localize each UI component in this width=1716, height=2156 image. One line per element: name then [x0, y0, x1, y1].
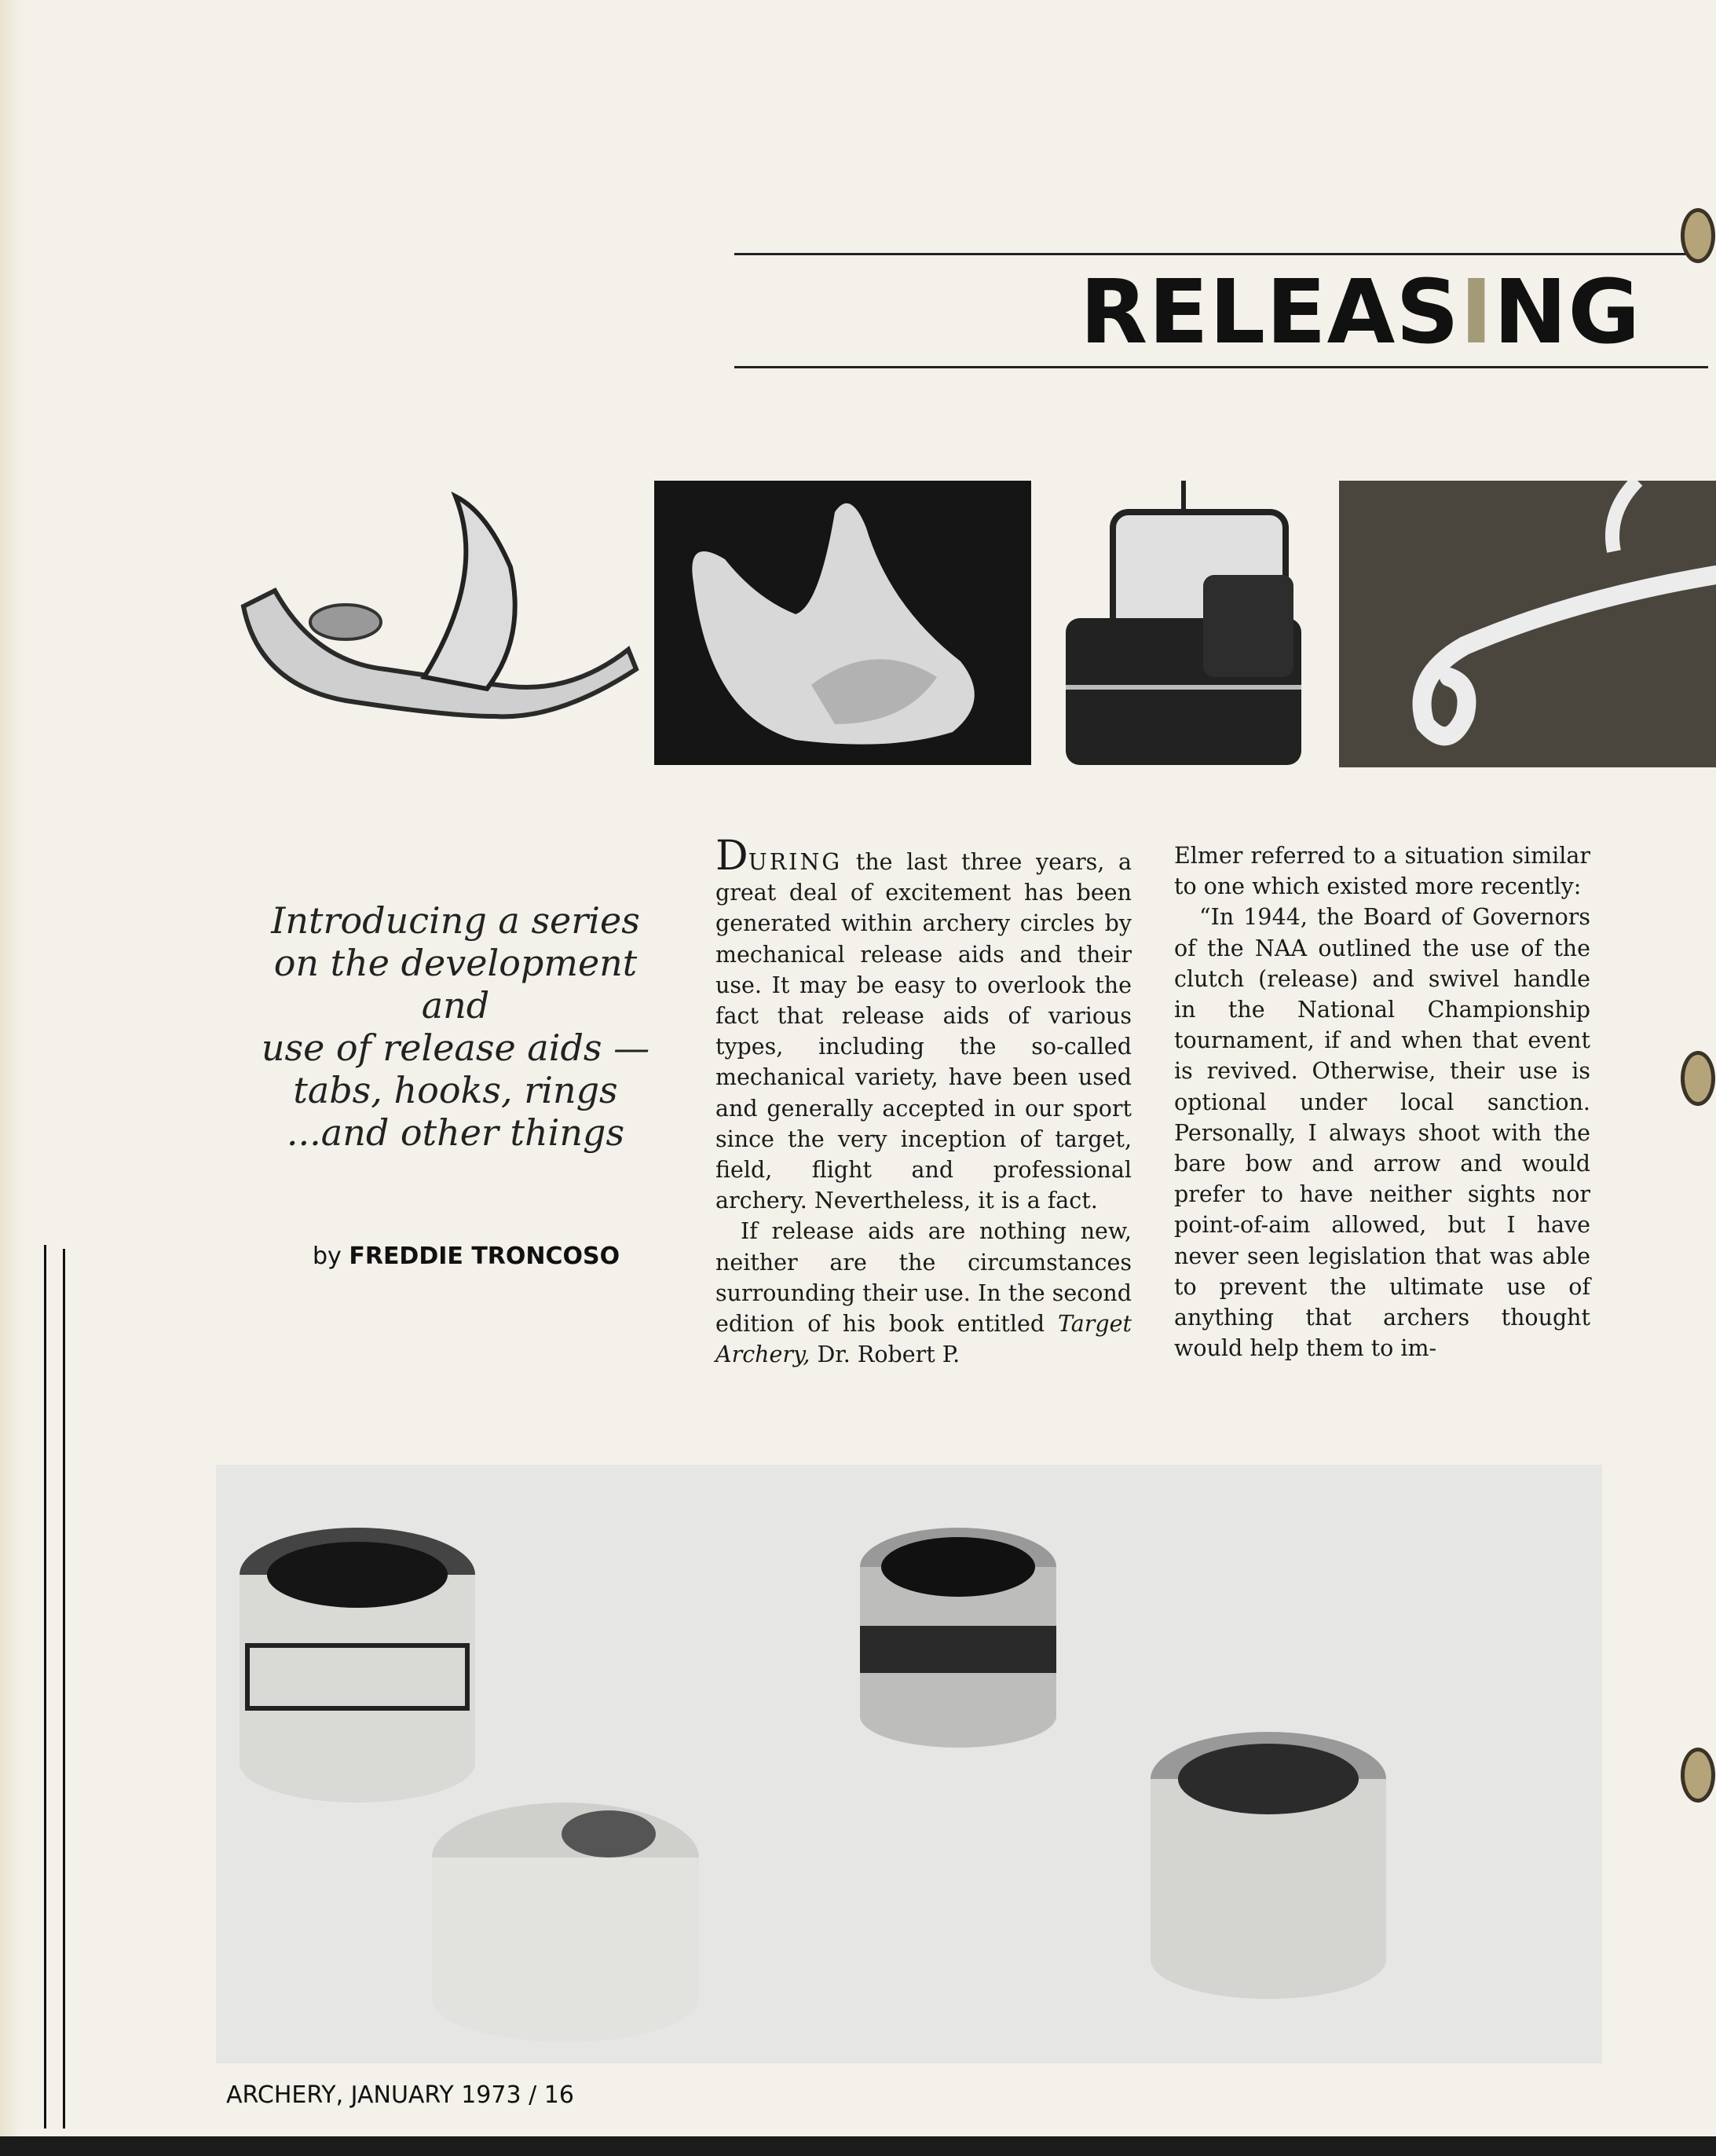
intro-line: ...and other things [286, 1111, 625, 1154]
page-edge-shadow [0, 0, 22, 2156]
intro-line: Introducing a series [271, 899, 640, 942]
article-paragraph [715, 1216, 1132, 1370]
book-title: Target Archery, [715, 1311, 1132, 1368]
byline-author: FREDDIE TRONCOSO [349, 1243, 620, 1270]
page-footer: ARCHERY, JANUARY 1973 / 16 [226, 2081, 574, 2109]
paragraph-text: the last three years, a great deal of excitement has been generated within archery circles by mechanical release aids and their use. It may be easy to overlook the fact that release aids of various types, including the so-called mechanical variety, have been used and generally accepted in our sport since the very inception of target, field, flight and professional archery. Nevertheless, it is a fact. [715, 849, 1132, 1214]
article-quote-paragraph: “In 1944, the Board of Governors of the NAA outlined the use of the clutch (release) and swivel handle in the National Championship tournament, if and when that event is revived. Otherwise, their use is optional under local sanction. Personally, I always shoot with the bare bow and arrow and would prefer to have neither sights nor point-of-aim allowed, but I have never seen legislation that was able to prevent the ultimate use of anything that archers thought would help them to im- [1174, 904, 1590, 1362]
byline [313, 1243, 620, 1270]
photo-hook-release [228, 481, 652, 760]
title-main: RELEAS [1080, 262, 1460, 364]
article-title [1080, 262, 1641, 364]
byline-prefix: by [313, 1243, 342, 1270]
binder-ring-icon [1681, 1748, 1715, 1803]
title-accent-letter: I [1459, 262, 1494, 364]
paragraph-text: Dr. Robert P. [810, 1342, 960, 1368]
intro-line: tabs, hooks, rings [293, 1069, 618, 1111]
margin-rule-outer [44, 1245, 46, 2129]
opening-small-caps: URING [748, 849, 843, 875]
article-paragraph: Elmer referred to a situation similar to one which existed more recently: [1174, 843, 1590, 900]
intro-deck [236, 899, 675, 1154]
photo-leather-tab [1066, 481, 1317, 765]
photo-thumb-ring-white [654, 481, 1031, 765]
article-column-1 [715, 833, 1132, 1370]
binder-ring-icon [1681, 208, 1715, 263]
drop-cap: D [715, 833, 748, 880]
intro-line: on the development and [273, 942, 638, 1027]
photo-thumb-rings [216, 1465, 1602, 2063]
paragraph-text: If release aids are nothing new, neither are the circumstances surrounding their use. In the second edition of his book entitled [715, 1218, 1132, 1338]
intro-line: use of release aids — [261, 1027, 650, 1069]
margin-rule-inner [63, 1249, 65, 2129]
photo-rope-release [1339, 481, 1716, 767]
title-end: NG [1493, 262, 1641, 364]
title-rule-bottom [734, 366, 1708, 368]
scan-bottom-border [0, 2136, 1716, 2156]
article-paragraph [715, 833, 1132, 1216]
article-column-2 [1174, 840, 1590, 1364]
binder-ring-icon [1681, 1051, 1715, 1106]
title-rule-top [734, 253, 1708, 255]
